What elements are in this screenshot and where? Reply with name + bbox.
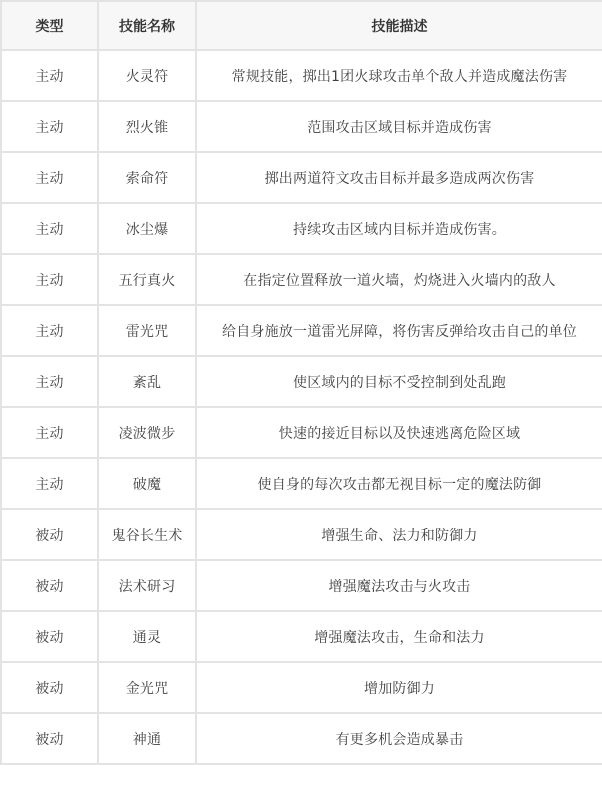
skill-name-cell: 通灵 (98, 611, 196, 662)
skill-name-cell: 法术研习 (98, 560, 196, 611)
skill-description-cell: 增强生命、法力和防御力 (196, 509, 602, 560)
skill-description-cell: 有更多机会造成暴击 (196, 713, 602, 764)
table-row (1, 560, 602, 611)
skill-description-cell: 掷出两道符文攻击目标并最多造成两次伤害 (196, 152, 602, 203)
table-row (1, 203, 602, 254)
table-row (1, 356, 602, 407)
skill-name-cell: 五行真火 (98, 254, 196, 305)
skill-table-header (1, 1, 602, 50)
table-row (1, 305, 602, 356)
skill-description-cell: 快速的接近目标以及快速逃离危险区域 (196, 407, 602, 458)
skill-name-cell: 火灵符 (98, 50, 196, 101)
skill-type-cell: 被动 (1, 611, 98, 662)
skill-description-cell: 常规技能，掷出1团火球攻击单个敌人并造成魔法伤害 (196, 50, 602, 101)
skill-type-cell: 主动 (1, 254, 98, 305)
skill-type-cell: 主动 (1, 356, 98, 407)
skill-description-cell: 增强魔法攻击，生命和法力 (196, 611, 602, 662)
skill-type-cell: 主动 (1, 458, 98, 509)
skill-description-cell: 范围攻击区域目标并造成伤害 (196, 101, 602, 152)
table-row (1, 611, 602, 662)
skill-name-cell: 破魔 (98, 458, 196, 509)
skill-type-cell: 主动 (1, 407, 98, 458)
skill-type-cell: 主动 (1, 305, 98, 356)
skill-description-cell: 使自身的每次攻击都无视目标一定的魔法防御 (196, 458, 602, 509)
skill-description-cell: 给自身施放一道雷光屏障，将伤害反弹给攻击自己的单位 (196, 305, 602, 356)
skill-name-cell: 神通 (98, 713, 196, 764)
skill-type-cell: 主动 (1, 50, 98, 101)
column-header-skill-description: 技能描述 (196, 1, 602, 50)
column-header-skill-name: 技能名称 (98, 1, 196, 50)
skill-description-cell: 使区域内的目标不受控制到处乱跑 (196, 356, 602, 407)
table-row (1, 50, 602, 101)
skill-type-cell: 被动 (1, 713, 98, 764)
skill-name-cell: 烈火锥 (98, 101, 196, 152)
header-row (1, 1, 602, 50)
skill-table-body (1, 50, 602, 764)
skill-name-cell: 凌波微步 (98, 407, 196, 458)
table-row (1, 662, 602, 713)
skill-name-cell: 索命符 (98, 152, 196, 203)
skill-name-cell: 冰尘爆 (98, 203, 196, 254)
skill-type-cell: 主动 (1, 203, 98, 254)
skill-type-cell: 主动 (1, 101, 98, 152)
table-row (1, 713, 602, 764)
skill-description-cell: 增强魔法攻击与火攻击 (196, 560, 602, 611)
skill-type-cell: 被动 (1, 560, 98, 611)
skill-type-cell: 被动 (1, 662, 98, 713)
table-row (1, 407, 602, 458)
skill-description-cell: 持续攻击区域内目标并造成伤害。 (196, 203, 602, 254)
table-row (1, 101, 602, 152)
skill-description-cell: 在指定位置释放一道火墙，灼烧进入火墙内的敌人 (196, 254, 602, 305)
skill-name-cell: 雷光咒 (98, 305, 196, 356)
column-header-type: 类型 (1, 1, 98, 50)
table-row (1, 458, 602, 509)
skill-type-cell: 主动 (1, 152, 98, 203)
table-row (1, 152, 602, 203)
skill-description-cell: 增加防御力 (196, 662, 602, 713)
table-row (1, 254, 602, 305)
skill-name-cell: 紊乱 (98, 356, 196, 407)
skill-type-cell: 被动 (1, 509, 98, 560)
skill-name-cell: 金光咒 (98, 662, 196, 713)
table-row (1, 509, 602, 560)
skill-name-cell: 鬼谷长生术 (98, 509, 196, 560)
